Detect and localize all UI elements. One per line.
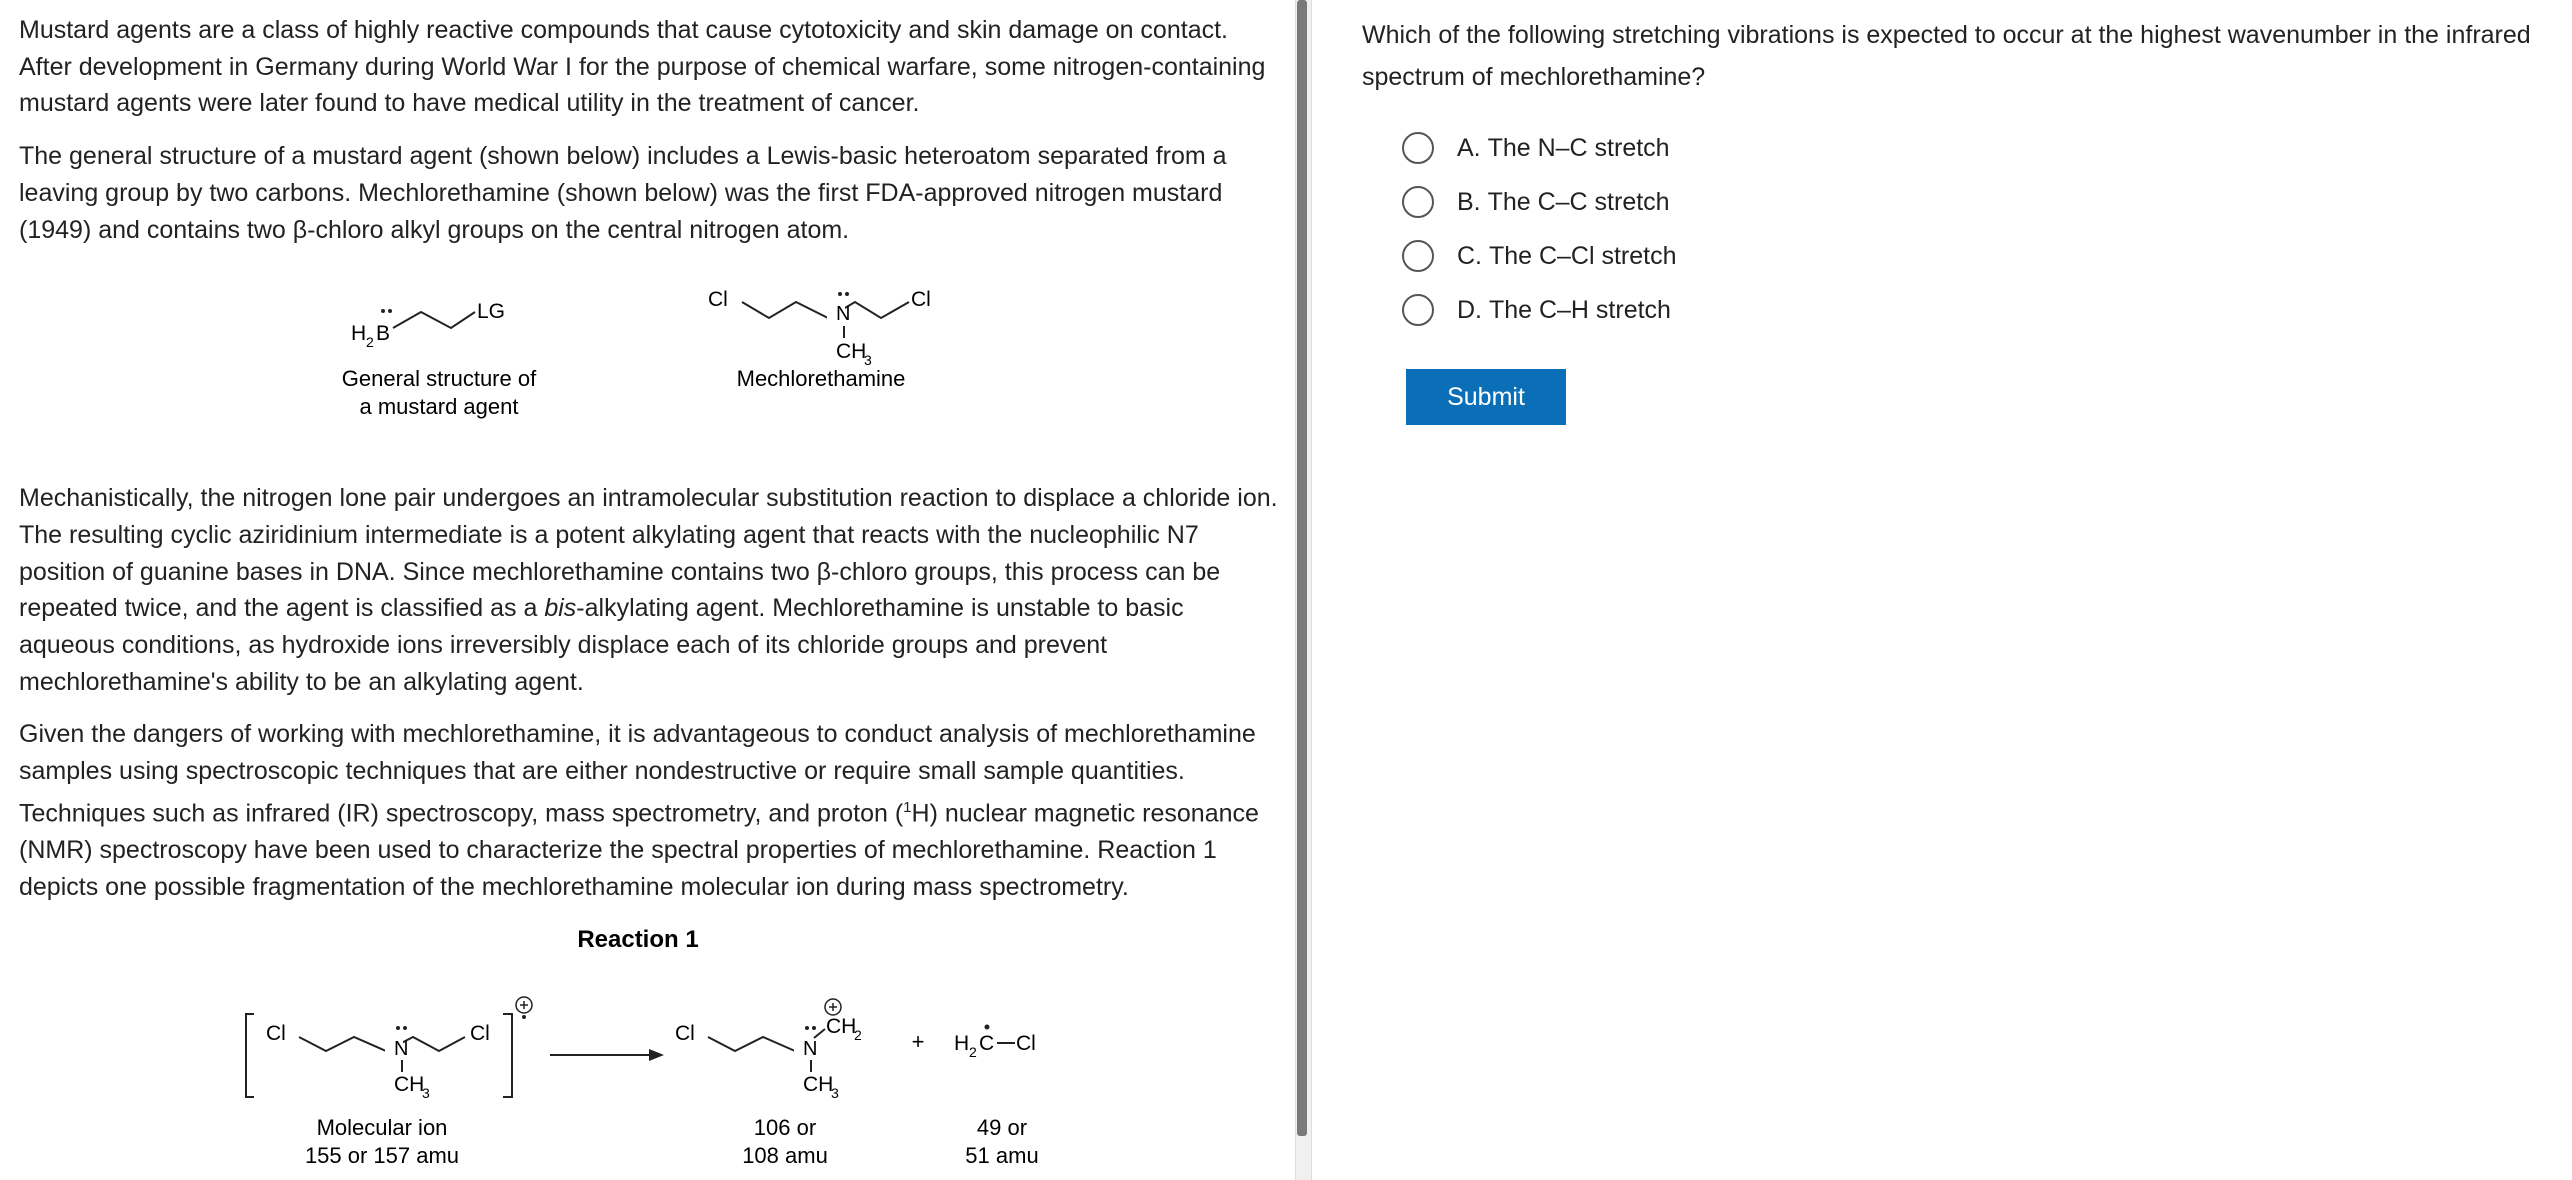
molecular-ion [246, 997, 532, 1168]
passage-paragraph-3: Mechanistically, the nitrogen lone pair undergoes an intramolecular substitution reaction to displace a chloride ion. The resulting cyclic aziridinium intermediate is a potent alkylating agent that reacts with the nucleophilic N7 position of guanine bases in DNA. Since mechlorethamine contains two β-chloro groups, this process can be repeated twice, and the agent is classified as a bis-alkylating agent. Mechlorethamine is unstable to basic aqueous conditions, as hydroxide ions irreversibly displace each of its chloride groups and prevent mechlorethamine's ability to be an alkylating agent. [19, 484, 1278, 696]
general-caption-2: a mustard agent [359, 394, 519, 420]
choice-a-text: The N–C stretch [1487, 133, 1670, 162]
choice-b-letter: B. [1457, 187, 1481, 216]
answer-choice-a[interactable] [1402, 128, 1670, 168]
rad-caption-2: 51 amu [965, 1143, 1039, 1169]
mech-sub3: 3 [864, 352, 872, 369]
choice-c-letter: C. [1457, 241, 1482, 270]
reaction-title: Reaction 1 [577, 926, 699, 954]
ion-sub3: 3 [422, 1085, 430, 1102]
frag-caption-1: 106 or [753, 1115, 817, 1141]
passage-paragraph-1: Mustard agents are a class of highly reactive compounds that cause cytotoxicity and skin damage on contact. After development in Germany during World War I for the purpose of chemical warfare, some nitrogen-containing mustard agents were later found to have medical utility in the treatment of cancer. [19, 16, 1266, 118]
general-structure [342, 300, 537, 419]
mech-n: N [836, 303, 851, 326]
fragment-ion [675, 999, 862, 1168]
radio-c[interactable] [1402, 240, 1434, 272]
question-pane [1312, 0, 2572, 1180]
frag-sub3: 3 [831, 1085, 839, 1102]
ion-cl-right: Cl [470, 1022, 490, 1046]
rad-c: C [979, 1032, 995, 1056]
choice-a-letter: A. [1457, 133, 1481, 162]
reaction-plus: + [911, 1029, 925, 1055]
choice-b-text: The C–C stretch [1487, 187, 1670, 216]
general-h: H [351, 322, 367, 346]
ion-n: N [394, 1038, 409, 1061]
mech-ch: CH [836, 340, 867, 364]
rad-caption-1: 49 or [976, 1115, 1028, 1141]
figure-structures [19, 264, 1119, 464]
ion-cl-left: Cl [266, 1022, 286, 1046]
choice-c-text: The C–Cl stretch [1488, 241, 1677, 270]
mech-cl-right: Cl [911, 288, 931, 312]
general-sub2: 2 [366, 334, 374, 351]
rad-cl: Cl [1016, 1032, 1036, 1056]
answer-choice-d[interactable] [1402, 290, 1671, 330]
choice-d-text: The C–H stretch [1488, 295, 1671, 324]
answer-choice-b[interactable] [1402, 182, 1670, 222]
mech-caption: Mechlorethamine [736, 366, 906, 392]
mech-cl-left: Cl [708, 288, 728, 312]
frag-caption-2: 108 amu [742, 1143, 828, 1169]
general-atom-b: B [376, 322, 391, 346]
general-caption-1: General structure of [341, 366, 537, 392]
general-lg: LG [477, 300, 506, 324]
frag-n: N [803, 1038, 818, 1061]
radical-fragment [954, 1025, 1039, 1169]
rad-sub2: 2 [969, 1044, 977, 1061]
radio-b[interactable] [1402, 186, 1434, 218]
frag-ch2: CH [826, 1015, 857, 1039]
radio-d[interactable] [1402, 294, 1434, 326]
frag-cl: Cl [675, 1022, 695, 1046]
answer-choice-c[interactable] [1402, 236, 1677, 276]
passage-scrollbar[interactable] [1297, 0, 1307, 1136]
rad-h: H [954, 1032, 970, 1056]
question-stem: Which of the following stretching vibrations is expected to occur at the highest wavenumber in the infrared spectrum of mechlorethamine? [1362, 21, 2531, 91]
passage-paragraph-2: The general structure of a mustard agent (shown below) includes a Lewis-basic heteroatom separated from a leaving group by two carbons. Mechlorethamine (shown below) was the first FDA-approved nitrogen mustard (1949) and contains two β-chloro alkyl groups on the central nitrogen atom. [19, 142, 1227, 244]
frag-sub2: 2 [854, 1027, 862, 1044]
frag-ch3: CH [803, 1073, 834, 1097]
mechlorethamine-structure [708, 288, 931, 391]
radio-a[interactable] [1402, 132, 1434, 164]
ion-ch: CH [394, 1073, 425, 1097]
ion-caption-1: Molecular ion [316, 1115, 448, 1141]
submit-button[interactable]: Submit [1406, 369, 1566, 425]
reaction-figure [19, 921, 1119, 1180]
ion-caption-2: 155 or 157 amu [304, 1143, 460, 1169]
passage-paragraph-4: Given the dangers of working with mechlorethamine, it is advantageous to conduct analysis of mechlorethamine samples using spectroscopic techniques that are either nondestructive or require small sample quantities. Techniques such as infrared (IR) spectroscopy, mass spectrometry, and proton ($^1$H) nuclear magnetic resonance (NMR) spectroscopy have been used to characterize the spectral properties of mechlorethamine. Reaction 1 depicts one possible fragmentation of the mechlorethamine molecular ion during mass spectrometry. [19, 720, 1259, 901]
choice-d-letter: D. [1457, 295, 1482, 324]
